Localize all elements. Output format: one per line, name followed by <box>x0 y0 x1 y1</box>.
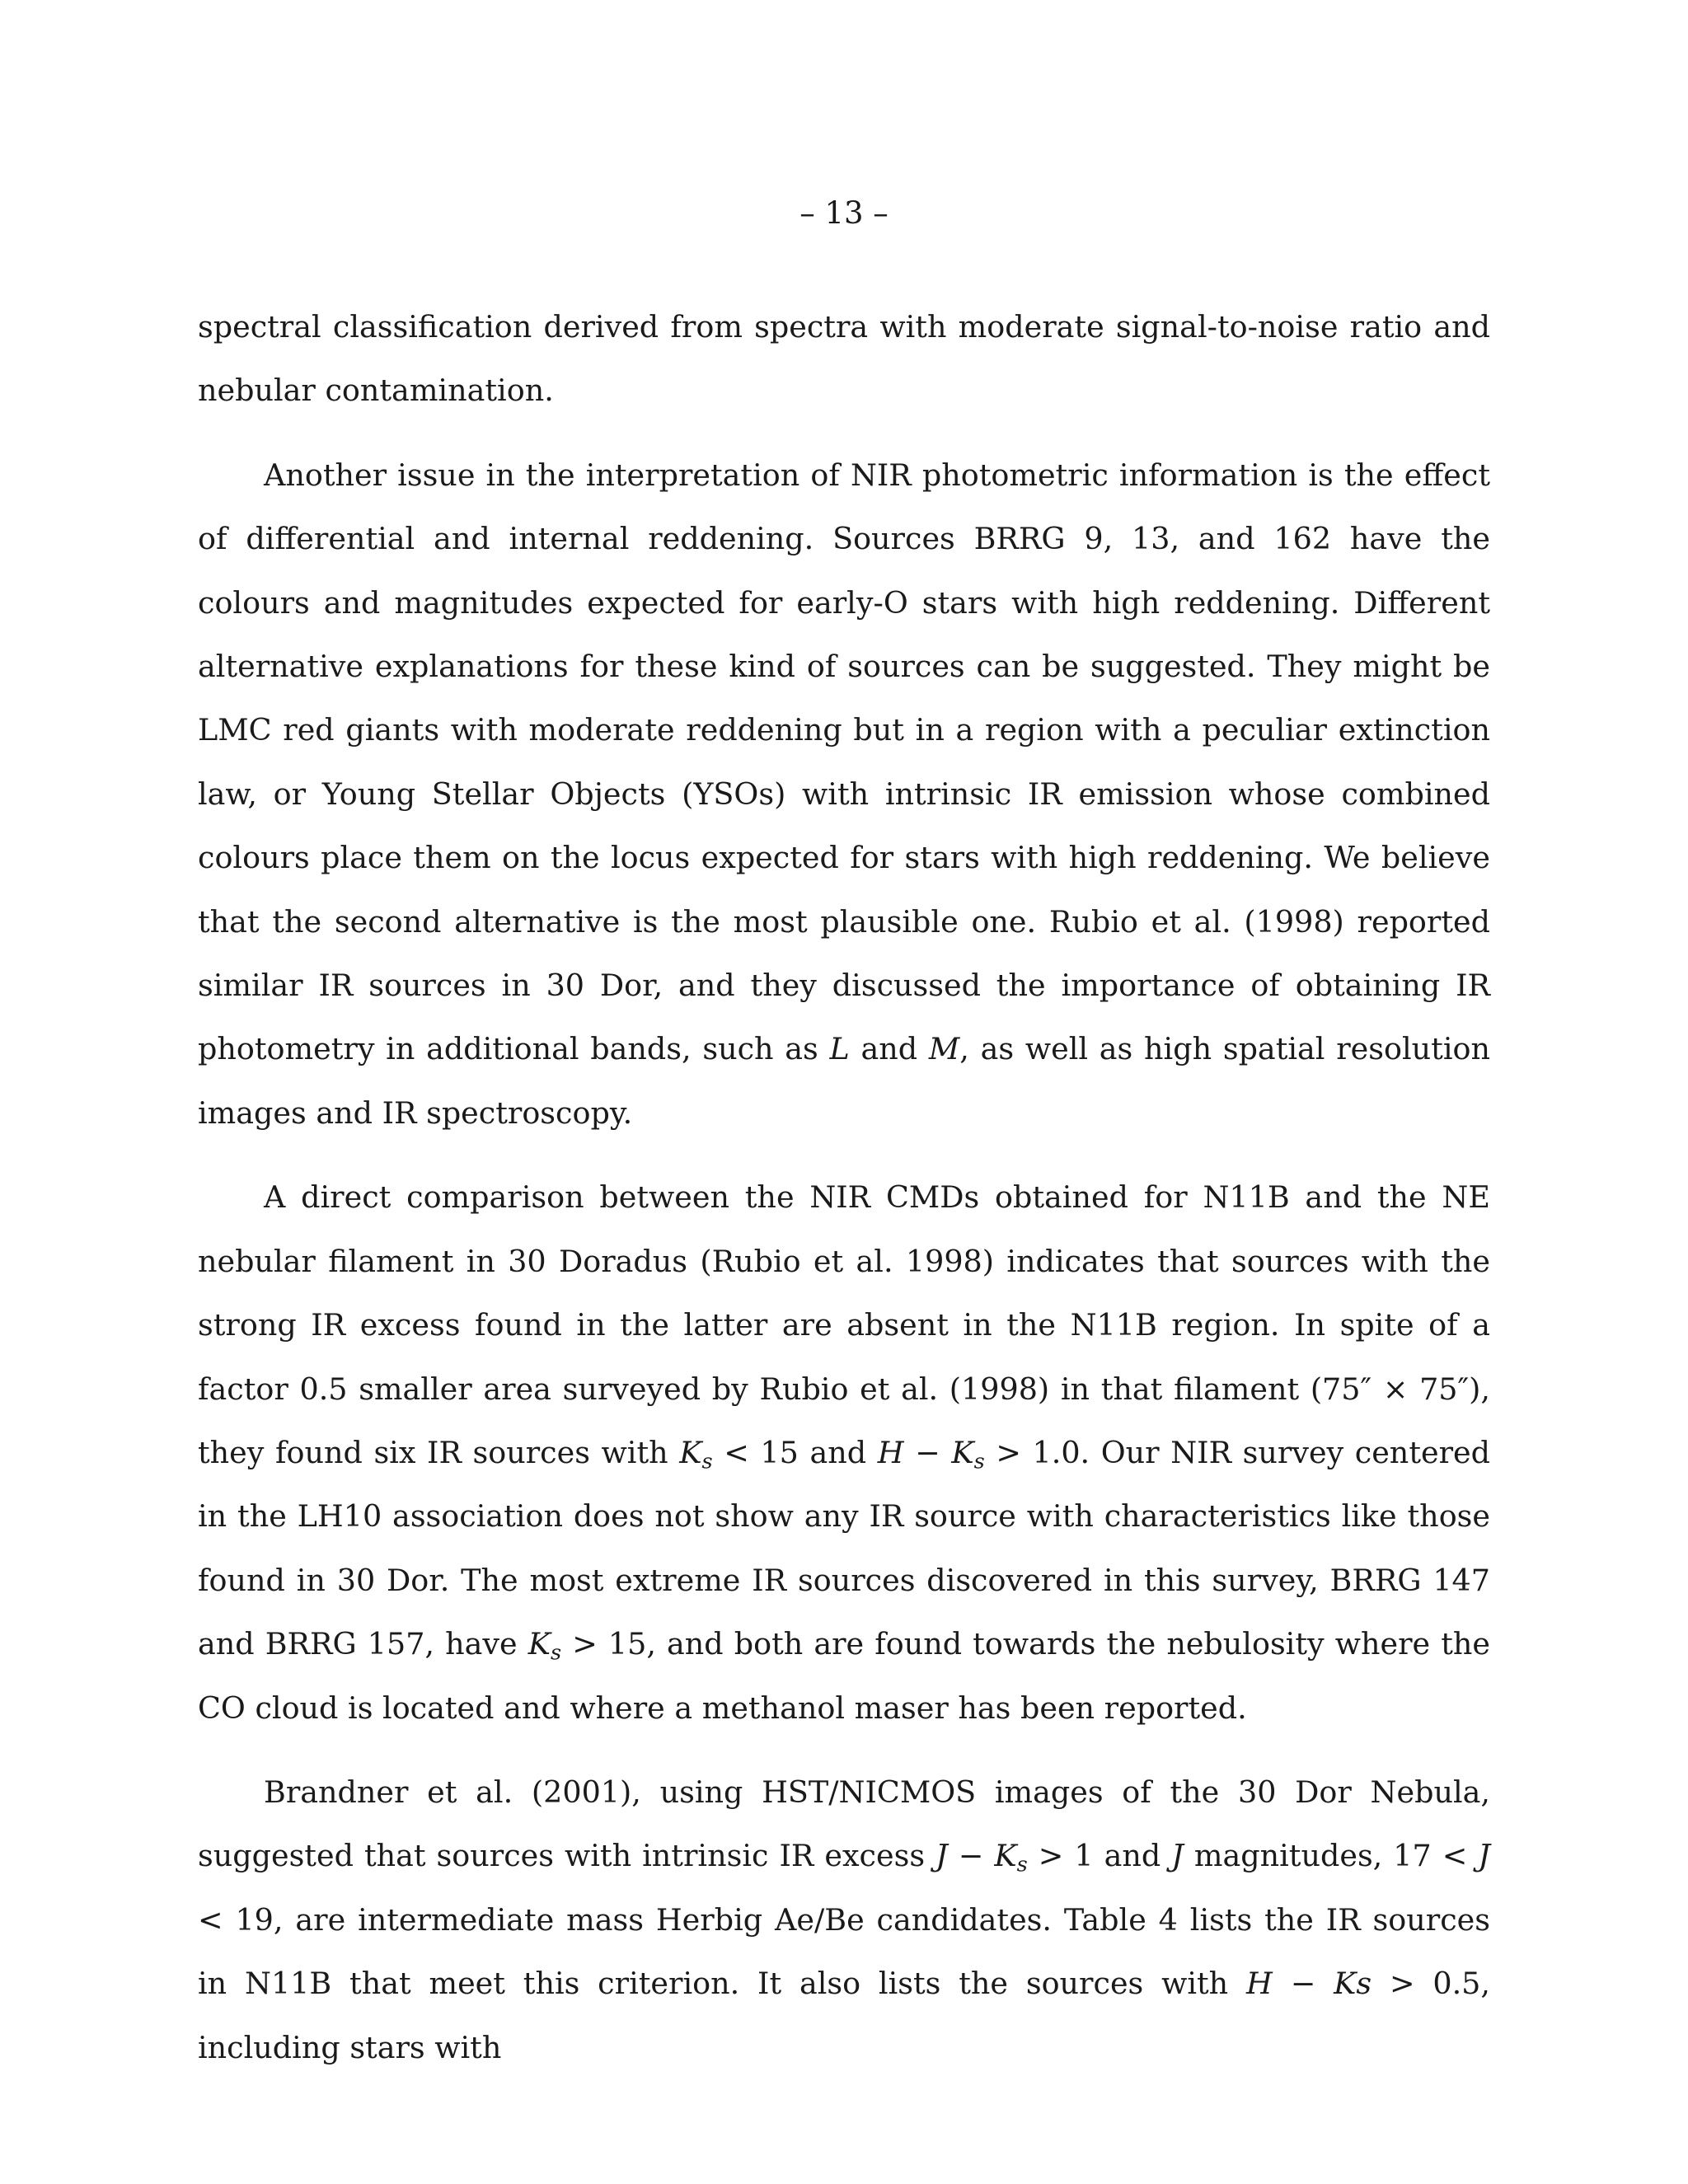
paragraph-text: Another issue in the interpretation of NIR photometric information is the effect of differential and internal reddening. Sources BRRG 9, 13, and 162 have the colours and magnitudes expected for early-O stars with high reddening. Different alternative explanations for these kind of sources can be suggested. They might be LMC red giants with moderate reddening but in a region with a peculiar extinction law, or Young Stellar Objects (YSOs) with intrinsic IR emission whose combined colours place them on the locus expected for stars with high reddening. We believe that the second alternative is the most plausible one. Rubio et al. (1998) reported similar IR sources in 30 Dor, and they discussed the importance of obtaining IR photometry in additional bands, such as <box>198 457 1490 1067</box>
math-subscript: s <box>1016 1852 1028 1877</box>
math-subscript: s <box>701 1449 713 1474</box>
paragraph-text: < 19, are intermediate mass Herbig Ae/Be candidates. Table 4 lists the IR sources in N11B that meet this criterion. It also lists the sources with <box>198 1901 1490 2002</box>
paragraph-text: and <box>849 1031 929 1067</box>
paragraph-text: − <box>903 1434 952 1470</box>
paragraph-text: − <box>947 1838 995 1874</box>
paragraph-text: spectral classification derived from spectra with moderate signal-to-noise ratio and nebular contamination. <box>198 309 1490 409</box>
math-subscript: s <box>550 1640 562 1666</box>
math-symbol: J <box>1478 1838 1490 1874</box>
math-symbol: Ks <box>1334 1966 1372 2002</box>
paragraph-text: > 15, and both are found towards the nebulosity where the CO cloud is located and where a methanol maser has been reported. <box>198 1626 1491 1726</box>
paragraph-4 <box>198 1760 1490 2079</box>
paragraph-text: > 1 and <box>1027 1838 1172 1874</box>
paragraph-1 <box>198 295 1490 423</box>
paragraph-text: magnitudes, 17 < <box>1183 1838 1479 1874</box>
math-symbol: J <box>935 1838 948 1874</box>
paragraph-3 <box>198 1165 1490 1740</box>
paragraph-text: A direct comparison between the NIR CMDs obtained for N11B and the NE nebular filament in 30 Doradus (Rubio et al. 1998) indicates that sources with the strong IR excess found in the latter are absent in the N11B region. In spite of a factor 0.5 smaller area surveyed by Rubio et al. (1998) in that filament (75″ × 75″), they found six IR sources with <box>198 1179 1490 1470</box>
paragraph-text: − <box>1272 1966 1334 2002</box>
math-symbol: K <box>994 1838 1017 1874</box>
math-symbol: M <box>928 1031 960 1067</box>
math-symbol: L <box>829 1031 850 1067</box>
math-symbol: K <box>951 1434 974 1470</box>
math-symbol: H <box>1246 1966 1273 2002</box>
page-number: – 13 – <box>799 195 889 231</box>
paragraph-text: > 1.0. Our NIR survey centered in the LH10 association does not show any IR source with characteristics like those found in 30 Dor. The most extreme IR sources discovered in this survey, BRRG 147 and BRRG 157, have <box>198 1434 1491 1662</box>
math-symbol: K <box>528 1626 551 1662</box>
body-text <box>198 295 1490 2100</box>
paragraph-text: , as well as high spatial resolution images and IR spectroscopy. <box>198 1031 1490 1131</box>
math-symbol: H <box>877 1434 904 1470</box>
math-symbol: K <box>679 1434 702 1470</box>
paragraph-2 <box>198 443 1490 1145</box>
math-symbol: J <box>1171 1838 1184 1874</box>
paragraph-text: Brandner et al. (2001), using HST/NICMOS images of the 30 Dor Nebula, suggested that sources with intrinsic IR excess <box>198 1774 1490 1874</box>
math-subscript: s <box>973 1449 985 1474</box>
paragraph-text: < 15 and <box>712 1434 878 1470</box>
paragraph-text: > 0.5, including stars with <box>198 1966 1491 2065</box>
